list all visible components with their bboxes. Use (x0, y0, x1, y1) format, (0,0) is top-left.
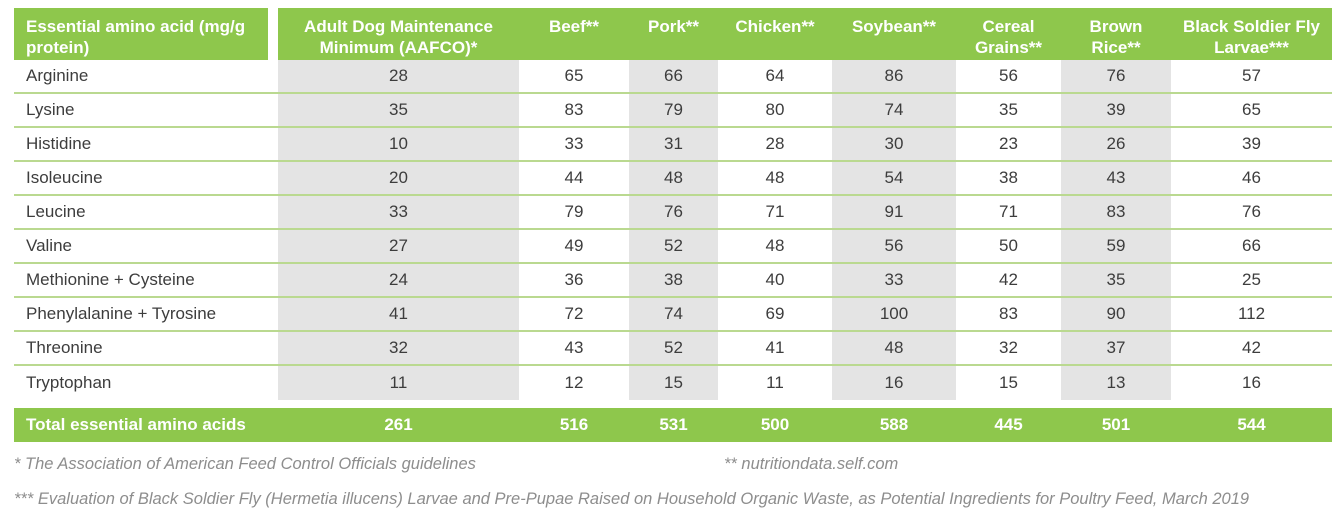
amino-acid-name: Phenylalanine + Tyrosine (14, 298, 278, 332)
total-value-cell: 501 (1061, 400, 1171, 442)
footnotes-row (14, 455, 1332, 477)
table-row-methionine-cysteine (14, 264, 1332, 298)
amino-acid-name: Threonine (14, 332, 278, 366)
value-cell: 52 (629, 230, 718, 264)
value-cell: 10 (278, 128, 519, 162)
total-value-cell: 588 (832, 400, 956, 442)
value-cell: 33 (278, 196, 519, 230)
value-cell: 49 (519, 230, 629, 264)
value-cell: 26 (1061, 128, 1171, 162)
value-cell: 35 (1061, 264, 1171, 298)
total-value-cell: 500 (718, 400, 832, 442)
value-cell: 41 (718, 332, 832, 366)
value-cell: 74 (629, 298, 718, 332)
value-cell: 11 (718, 366, 832, 400)
value-cell: 48 (629, 162, 718, 196)
value-cell: 48 (718, 230, 832, 264)
column-header-beef: Beef** (519, 8, 629, 60)
column-header-black-soldier-fly-larvae: Black Soldier Fly Larvae*** (1171, 8, 1332, 60)
table-row-arginine (14, 60, 1332, 94)
table-row-histidine (14, 128, 1332, 162)
table-row-lysine (14, 94, 1332, 128)
value-cell: 42 (956, 264, 1061, 298)
value-cell: 59 (1061, 230, 1171, 264)
value-cell: 50 (956, 230, 1061, 264)
value-cell: 16 (832, 366, 956, 400)
amino-acid-name: Valine (14, 230, 278, 264)
column-header-cereal-grains: Cereal Grains** (956, 8, 1061, 60)
value-cell: 15 (629, 366, 718, 400)
value-cell: 33 (519, 128, 629, 162)
value-cell: 30 (832, 128, 956, 162)
value-cell: 54 (832, 162, 956, 196)
value-cell: 76 (1171, 196, 1332, 230)
value-cell: 39 (1061, 94, 1171, 128)
table-row-phenylalanine-tyrosine (14, 298, 1332, 332)
value-cell: 65 (519, 60, 629, 94)
total-value-cell: 531 (629, 400, 718, 442)
column-header-soybean: Soybean** (832, 8, 956, 60)
value-cell: 48 (718, 162, 832, 196)
value-cell: 112 (1171, 298, 1332, 332)
value-cell: 16 (1171, 366, 1332, 400)
total-value-cell: 261 (278, 400, 519, 442)
value-cell: 40 (718, 264, 832, 298)
value-cell: 23 (956, 128, 1061, 162)
value-cell: 35 (278, 94, 519, 128)
footnote-nutritiondata: ** nutritiondata.self.com (724, 455, 899, 473)
value-cell: 86 (832, 60, 956, 94)
table-header-row (14, 8, 1332, 60)
value-cell: 69 (718, 298, 832, 332)
value-cell: 76 (1061, 60, 1171, 94)
value-cell: 39 (1171, 128, 1332, 162)
value-cell: 66 (1171, 230, 1332, 264)
amino-acid-table (14, 8, 1332, 442)
value-cell: 100 (832, 298, 956, 332)
amino-acid-name: Isoleucine (14, 162, 278, 196)
column-header-essential-amino-acid-mg-g-protein: Essential amino acid (mg/g protein) (14, 8, 278, 60)
value-cell: 32 (956, 332, 1061, 366)
value-cell: 43 (1061, 162, 1171, 196)
table-row-valine (14, 230, 1332, 264)
value-cell: 83 (956, 298, 1061, 332)
amino-acid-name: Lysine (14, 94, 278, 128)
value-cell: 27 (278, 230, 519, 264)
amino-acid-name: Methionine + Cysteine (14, 264, 278, 298)
value-cell: 28 (278, 60, 519, 94)
value-cell: 71 (956, 196, 1061, 230)
value-cell: 56 (956, 60, 1061, 94)
value-cell: 11 (278, 366, 519, 400)
value-cell: 20 (278, 162, 519, 196)
value-cell: 90 (1061, 298, 1171, 332)
value-cell: 65 (1171, 94, 1332, 128)
value-cell: 31 (629, 128, 718, 162)
value-cell: 79 (629, 94, 718, 128)
value-cell: 12 (519, 366, 629, 400)
column-header-chicken: Chicken** (718, 8, 832, 60)
value-cell: 28 (718, 128, 832, 162)
value-cell: 44 (519, 162, 629, 196)
value-cell: 52 (629, 332, 718, 366)
value-cell: 64 (718, 60, 832, 94)
value-cell: 74 (832, 94, 956, 128)
column-header-adult-dog-maintenance-minimum-aafco: Adult Dog Maintenance Minimum (AAFCO)* (278, 8, 519, 60)
total-value-cell: 516 (519, 400, 629, 442)
value-cell: 24 (278, 264, 519, 298)
value-cell: 66 (629, 60, 718, 94)
value-cell: 83 (519, 94, 629, 128)
value-cell: 41 (278, 298, 519, 332)
value-cell: 91 (832, 196, 956, 230)
table-row-tryptophan (14, 366, 1332, 400)
footnote-bsf-study: *** Evaluation of Black Soldier Fly (Hermetia illucens) Larvae and Pre-Pupae Raised on Household Organic Waste, as Potential Ingredients for Poultry Feed, March 2019 (14, 490, 1250, 508)
value-cell: 46 (1171, 162, 1332, 196)
value-cell: 72 (519, 298, 629, 332)
table-row-leucine (14, 196, 1332, 230)
value-cell: 43 (519, 332, 629, 366)
amino-acid-name: Arginine (14, 60, 278, 94)
value-cell: 15 (956, 366, 1061, 400)
value-cell: 83 (1061, 196, 1171, 230)
value-cell: 13 (1061, 366, 1171, 400)
total-row-label: Total essential amino acids (14, 400, 278, 442)
value-cell: 48 (832, 332, 956, 366)
table-row-isoleucine (14, 162, 1332, 196)
value-cell: 36 (519, 264, 629, 298)
value-cell: 76 (629, 196, 718, 230)
value-cell: 38 (956, 162, 1061, 196)
value-cell: 32 (278, 332, 519, 366)
total-value-cell: 544 (1171, 400, 1332, 442)
table-row-threonine (14, 332, 1332, 366)
amino-acid-name: Histidine (14, 128, 278, 162)
value-cell: 57 (1171, 60, 1332, 94)
value-cell: 35 (956, 94, 1061, 128)
value-cell: 56 (832, 230, 956, 264)
value-cell: 42 (1171, 332, 1332, 366)
total-value-cell: 445 (956, 400, 1061, 442)
column-header-pork: Pork** (629, 8, 718, 60)
value-cell: 25 (1171, 264, 1332, 298)
footnote-aafco: * The Association of American Feed Control Officials guidelines (14, 455, 476, 473)
value-cell: 38 (629, 264, 718, 298)
column-header-brown-rice: Brown Rice** (1061, 8, 1171, 60)
total-row (14, 400, 1332, 442)
value-cell: 71 (718, 196, 832, 230)
value-cell: 79 (519, 196, 629, 230)
value-cell: 37 (1061, 332, 1171, 366)
amino-acid-name: Tryptophan (14, 366, 278, 400)
value-cell: 80 (718, 94, 832, 128)
value-cell: 33 (832, 264, 956, 298)
amino-acid-name: Leucine (14, 196, 278, 230)
